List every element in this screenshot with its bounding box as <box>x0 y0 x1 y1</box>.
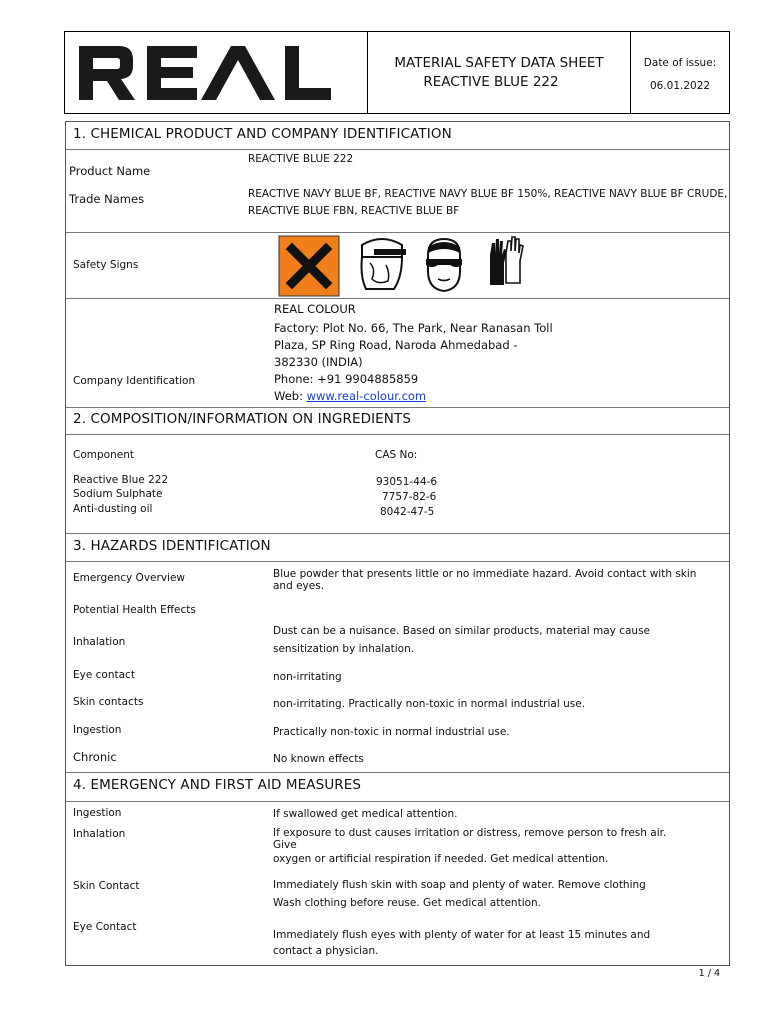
aid-inhalation-line-3: oxygen or artificial respiration if needed. Get medical attention. <box>273 853 609 865</box>
company-address-line-1: Factory: Plot No. 66, The Park, Near Ranasan Toll <box>274 321 553 335</box>
date-value: 06.01.2022 <box>649 80 711 92</box>
cas-number: 93051-44-6 <box>376 476 438 488</box>
product-name-value: REACTIVE BLUE 222 <box>248 153 354 165</box>
component-header: Component <box>73 449 134 461</box>
company-web <box>274 388 426 405</box>
hazard-inhalation-line-2: sensitization by inhalation. <box>273 643 415 655</box>
section-2-title: 2. COMPOSITION/INFORMATION ON INGREDIENTS <box>73 411 412 427</box>
cas-header: CAS No: <box>375 449 418 461</box>
aid-eye-contact-line-2: contact a physician. <box>273 945 379 957</box>
aid-skin-contact-line-1: Immediately flush skin with soap and plenty of water. Remove clothing <box>273 879 646 891</box>
hazard-skin-contacts-value: non-irritating. Practically non-toxic in normal industrial use. <box>273 698 586 710</box>
safety-signs-row <box>278 235 526 297</box>
divider <box>66 149 729 150</box>
web-label: Web: <box>274 389 303 403</box>
gloves-icon <box>486 235 526 291</box>
company-identification-label: Company Identification <box>73 375 196 387</box>
trade-names-line-2: REACTIVE BLUE FBN, REACTIVE BLUE BF <box>248 205 460 217</box>
company-address-line-3: 382330 (INDIA) <box>274 355 363 369</box>
logo-cell <box>65 32 368 113</box>
page-number: 1 / 4 <box>698 968 720 979</box>
divider <box>66 407 729 408</box>
aid-eye-contact-line-1: Immediately flush eyes with plenty of water for at least 15 minutes and <box>273 929 651 941</box>
section-1-title: 1. CHEMICAL PRODUCT AND COMPANY IDENTIFICATION <box>73 126 452 142</box>
aid-ingestion-label: Ingestion <box>73 807 122 819</box>
aid-ingestion-value: If swallowed get medical attention. <box>273 808 458 820</box>
safety-signs-label: Safety Signs <box>73 259 139 271</box>
harmful-x-icon <box>278 235 340 297</box>
document-header <box>64 31 730 114</box>
date-cell <box>631 32 729 113</box>
company-address-line-2: Plaza, SP Ring Road, Naroda Ahmedabad - <box>274 338 518 352</box>
hazard-chronic-label: Chronic <box>73 750 117 764</box>
company-phone: Phone: +91 9904885859 <box>274 372 419 386</box>
cas-number: 8042-47-5 <box>380 506 435 518</box>
aid-skin-contact-label: Skin Contact <box>73 880 140 892</box>
divider <box>66 298 729 299</box>
safety-goggles-icon <box>420 235 468 295</box>
hazard-ingestion-label: Ingestion <box>73 724 122 736</box>
component-name: Sodium Sulphate <box>73 488 163 500</box>
hazard-skin-contacts-label: Skin contacts <box>73 696 144 708</box>
aid-skin-contact-line-2: Wash clothing before reuse. Get medical attention. <box>273 897 542 909</box>
date-label: Date of issue: <box>643 57 717 69</box>
real-logo <box>79 46 337 102</box>
component-name: Reactive Blue 222 <box>73 474 169 486</box>
divider <box>66 561 729 562</box>
hazard-chronic-value: No known effects <box>273 753 364 765</box>
hazard-eye-contact-value: non-irritating <box>273 671 342 683</box>
aid-inhalation-label: Inhalation <box>73 828 126 840</box>
hazard-inhalation-line-1: Dust can be a nuisance. Based on similar products, material may cause <box>273 625 651 637</box>
section-4-title: 4. EMERGENCY AND FIRST AID MEASURES <box>73 777 362 793</box>
divider <box>66 801 729 802</box>
trade-names-line-1: REACTIVE NAVY BLUE BF, REACTIVE NAVY BLUE BF 150%, REACTIVE NAVY BLUE BF CRUDE, <box>248 188 728 200</box>
divider <box>66 533 729 534</box>
sheet-title: MATERIAL SAFETY DATA SHEET <box>394 54 604 71</box>
section-3-title: 3. HAZARDS IDENTIFICATION <box>73 538 271 554</box>
content-frame <box>65 121 730 966</box>
hazard-ingestion-value: Practically non-toxic in normal industrial use. <box>273 726 510 738</box>
emergency-overview-label: Emergency Overview <box>73 572 185 584</box>
product-title: REACTIVE BLUE 222 <box>423 73 559 90</box>
emergency-overview-line-1: Blue powder that presents little or no immediate hazard. Avoid contact with skin <box>273 568 697 580</box>
face-shield-icon <box>356 235 410 295</box>
hazard-eye-contact-label: Eye contact <box>73 669 135 681</box>
aid-inhalation-line-2: Give <box>273 839 297 851</box>
divider <box>66 232 729 233</box>
company-name: REAL COLOUR <box>274 302 356 316</box>
aid-eye-contact-label: Eye Contact <box>73 921 137 933</box>
divider <box>66 434 729 435</box>
potential-health-effects-label: Potential Health Effects <box>73 604 196 616</box>
trade-names-label: Trade Names <box>69 192 145 206</box>
product-name-label: Product Name <box>69 164 151 178</box>
divider <box>66 772 729 773</box>
component-name: Anti-dusting oil <box>73 503 153 515</box>
cas-number: 7757-82-6 <box>382 491 437 503</box>
title-cell <box>368 32 631 113</box>
emergency-overview-line-2: and eyes. <box>273 580 325 592</box>
hazard-inhalation-label: Inhalation <box>73 636 126 648</box>
company-website-link[interactable]: www.real-colour.com <box>306 389 427 403</box>
aid-inhalation-line-1: If exposure to dust causes irritation or distress, remove person to fresh air. <box>273 827 667 839</box>
